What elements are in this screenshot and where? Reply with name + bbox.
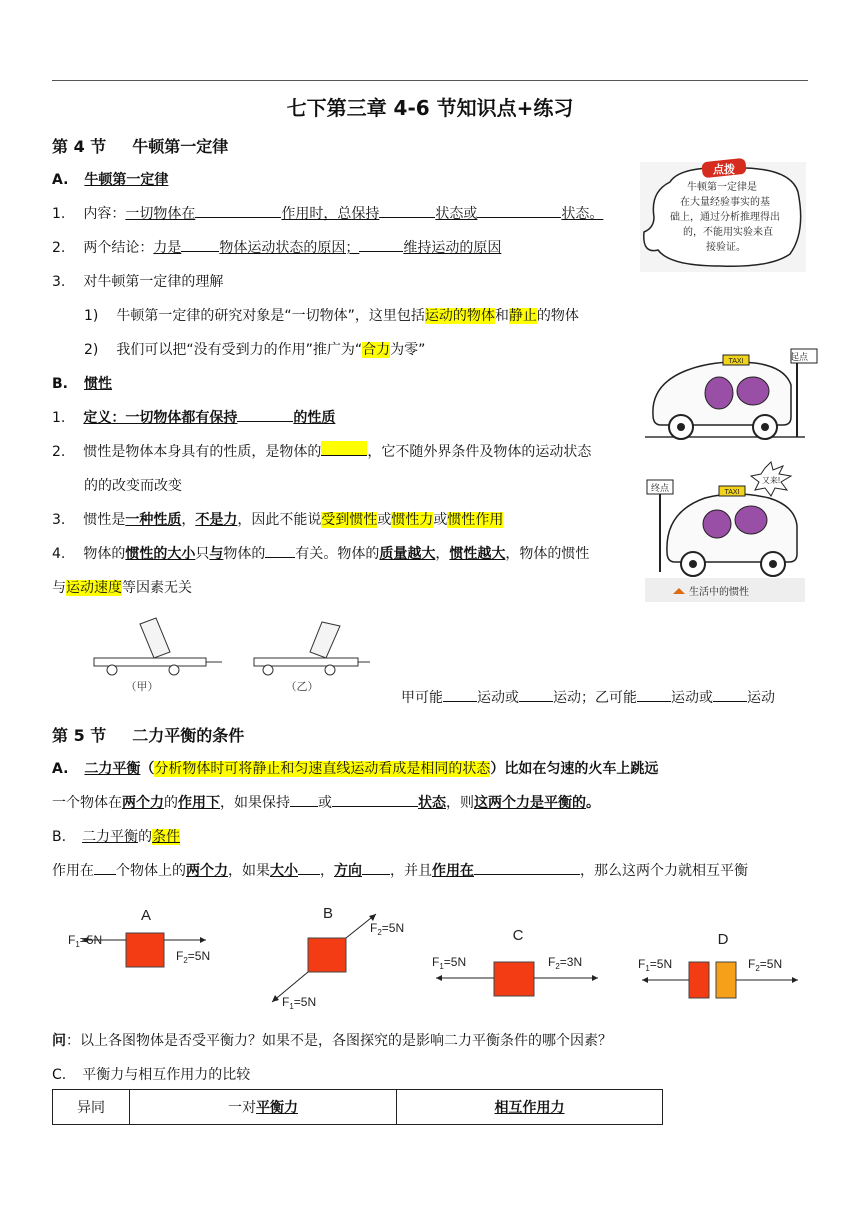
c-e: 大小 — [270, 863, 298, 879]
diagram-B-block — [308, 938, 346, 972]
q-e: 运动 — [747, 690, 775, 706]
s5-A-highlight: 分析物体时可将静止和匀速直线运动看成是相同的状态 — [154, 761, 491, 777]
question-label: 问 — [52, 1033, 66, 1049]
s1-c: 和 — [494, 308, 509, 324]
s4-B-heading — [52, 373, 112, 393]
s5-A-paren-close: ）比如在匀速的火车上跳远 — [490, 761, 659, 777]
s4-B-2-cont: 的的改变而改变 — [84, 478, 182, 494]
b1-b: ：一切物体都有保持 — [111, 410, 238, 426]
s5-condition — [52, 860, 748, 880]
s4-line-2 — [52, 237, 501, 257]
blank-14[interactable] — [332, 792, 418, 807]
force-diagram-D — [636, 922, 806, 1002]
b2-num: 2. — [52, 444, 66, 460]
blank-17[interactable] — [362, 860, 390, 875]
section-4-heading — [52, 134, 228, 157]
s1-a: 牛顿第一定律的研究对象是“一切物体”，这里包括 — [116, 308, 425, 324]
cart-question — [401, 687, 775, 707]
c-h: ，并且 — [390, 863, 432, 879]
s2-a: 我们可以把“没有受到力的作用”推广为“ — [116, 342, 363, 358]
c-j: ，那么这两个力就相互平衡 — [580, 863, 748, 879]
table-header-diff: 异同 — [53, 1090, 130, 1125]
p-c: 的 — [164, 795, 178, 811]
table-header-balanced — [130, 1090, 397, 1125]
s1-num: 1) — [84, 308, 99, 324]
diagram-A-block — [126, 933, 164, 967]
b3-g: 或 — [377, 512, 392, 528]
s4-line-3 — [52, 271, 223, 291]
svg-text:F2=5N: $F_2=5N$ — [748, 957, 783, 973]
s5-C-mark: C. — [52, 1067, 67, 1083]
s1-d: 静止 — [508, 308, 537, 324]
force-diagram-B — [258, 902, 418, 1010]
blank-11[interactable] — [637, 687, 671, 702]
s4-B-mark: B. — [52, 376, 68, 392]
s5-A-heading — [52, 758, 658, 778]
s2-num: 2) — [84, 342, 99, 358]
svg-text:F2=5N: $F_2=5N$ — [176, 949, 211, 965]
diagram-B-label: B — [322, 905, 334, 922]
b3-a: 惯性是 — [83, 512, 126, 528]
b4-a: 物体的 — [83, 546, 126, 562]
s5-question — [52, 1030, 612, 1050]
note-line-4: 的，不能用实验来直 — [683, 227, 773, 238]
l1-c: 作用时，总保持 — [281, 206, 380, 222]
p-g: 状态 — [418, 795, 446, 811]
c-d: ，如果 — [228, 863, 270, 879]
question-text: ：以上各图物体是否受平衡力？如果不是，各图探究的是影响二力平衡条件的哪个因素？ — [66, 1033, 612, 1049]
s5-B-mark: B. — [52, 829, 67, 845]
l2-num: 2. — [52, 240, 66, 256]
s5-B-heading — [52, 826, 180, 846]
blank-5[interactable] — [359, 237, 403, 252]
s4-B-4 — [52, 543, 589, 563]
q-a: 甲可能 — [401, 690, 443, 706]
taxi-label-1: TAXI — [728, 358, 744, 365]
blank-13[interactable] — [290, 792, 318, 807]
s2-b: 合力 — [362, 342, 391, 358]
section-5-title: 二力平衡的条件 — [132, 726, 245, 745]
l3-num: 3. — [52, 274, 66, 290]
b1-c: 的性质 — [293, 410, 336, 426]
table-header-interaction: 相互作用力 — [397, 1090, 663, 1125]
l2-b: 力是 — [153, 240, 182, 256]
svg-text:F1=5N: $F_1=5N$ — [68, 933, 103, 949]
s4-sub-2 — [84, 339, 425, 359]
b3-f: 受到惯性 — [321, 512, 378, 528]
b3-e: ，因此不能说 — [237, 512, 322, 528]
blank-1[interactable] — [195, 203, 281, 218]
blank-8[interactable] — [265, 543, 295, 558]
page-title: 七下第三章 4-6 节知识点+练习 — [286, 96, 574, 120]
blank-10[interactable] — [519, 687, 553, 702]
diagram-D-block-right — [716, 962, 736, 998]
taxi-label-2: TAXI — [724, 489, 740, 496]
q-c: 运动；乙可能 — [553, 690, 637, 706]
blank-12[interactable] — [713, 687, 747, 702]
taxi-caption: 生活中的惯性 — [689, 587, 749, 598]
svg-text:F2=5N: $F_2=5N$ — [370, 921, 405, 937]
p-e: ，如果保持 — [220, 795, 290, 811]
table-header-balanced-prefix: 一对 — [228, 1100, 256, 1116]
p-f: 或 — [318, 795, 332, 811]
diagram-D-label: D — [717, 931, 729, 948]
blank-6[interactable] — [237, 407, 293, 422]
l1-e: 状态。 — [561, 206, 604, 222]
taxi-stop-illustration — [645, 462, 805, 602]
table-header-balanced-term: 平衡力 — [256, 1100, 298, 1116]
s5-B-a: 二力平衡 — [82, 829, 139, 845]
comparison-table — [52, 1089, 663, 1125]
l1-d: 状态或 — [435, 206, 478, 222]
diagram-A-label: A — [140, 907, 152, 924]
svg-text:F1=5N: $F_1=5N$ — [432, 955, 467, 971]
blank-18[interactable] — [474, 860, 580, 875]
b4-h: ， — [435, 546, 450, 562]
s4-A-title: 牛顿第一定律 — [84, 172, 169, 188]
p-a: 一个物体在 — [52, 795, 122, 811]
s4-A-mark: A. — [52, 172, 69, 188]
b4-e: 物体的 — [223, 546, 266, 562]
b2-a: 惯性是物体本身具有的性质，是物体的 — [83, 444, 322, 460]
section-5-number: 第 5 节 — [52, 726, 107, 745]
s5-C-heading — [52, 1064, 250, 1084]
carts-illustration — [90, 612, 372, 696]
b4-g: 质量越大 — [379, 546, 436, 562]
b4-k: 与 — [52, 580, 66, 596]
b3-i: 或 — [433, 512, 448, 528]
l1-a: 内容： — [83, 206, 126, 222]
svg-text:F1=5N: $F_1=5N$ — [282, 995, 317, 1011]
blank-7[interactable] — [321, 441, 367, 456]
s5-A-para — [52, 792, 600, 812]
s5-A-paren-open: （ — [140, 761, 155, 777]
s5-A-title: 二力平衡 — [84, 761, 141, 777]
l1-b: 一切物体在 — [125, 206, 196, 222]
block-jia — [140, 618, 170, 658]
b4-c: 只 — [195, 546, 210, 562]
p-h: ，则 — [446, 795, 474, 811]
b4-d: 与 — [209, 546, 224, 562]
note-badge-text: 点拨 — [713, 164, 735, 176]
end-sign-text: 终点 — [650, 483, 670, 493]
section-5-heading — [52, 723, 244, 746]
b3-c: ， — [181, 512, 196, 528]
svg-text:F1=5N: $F_1=5N$ — [638, 957, 673, 973]
p-b: 两个力 — [122, 795, 164, 811]
s4-B-2 — [52, 441, 591, 461]
note-line-1: 牛顿第一定律是 — [687, 182, 757, 193]
diagram-C-block — [494, 962, 534, 996]
b1-num: 1. — [52, 410, 66, 426]
block-yi — [310, 622, 340, 658]
q-d: 运动或 — [671, 690, 713, 706]
blank-2[interactable] — [379, 203, 435, 218]
l2-a: 两个结论： — [83, 240, 154, 256]
c-f: ， — [320, 863, 334, 879]
b4-m: 等因素无关 — [122, 580, 192, 596]
s4-B-title: 惯性 — [84, 376, 112, 392]
s4-A-heading — [52, 169, 168, 189]
b4-f: 有关。物体的 — [295, 546, 380, 562]
cart-jia-label: （甲） — [125, 681, 159, 693]
tip-note-illustration — [640, 162, 806, 272]
c-a: 作用在 — [52, 863, 94, 879]
s5-B-c: 条件 — [152, 829, 181, 845]
force-diagram-A — [60, 900, 220, 1000]
s5-B-b: 的 — [138, 829, 153, 845]
b3-b: 一种性质 — [125, 512, 182, 528]
s4-line-1 — [52, 203, 603, 223]
taxi-shout: 又来! — [761, 476, 781, 485]
diagram-D-block-left — [689, 962, 709, 998]
table-row — [53, 1090, 663, 1125]
start-sign-text: 起点 — [789, 352, 809, 362]
force-diagram-C — [428, 922, 608, 1002]
s1-b: 运动的物体 — [424, 308, 495, 324]
p-j: 。 — [586, 795, 600, 811]
note-line-5: 接验证。 — [706, 242, 746, 253]
q-b: 运动或 — [477, 690, 519, 706]
s5-A-mark: A. — [52, 761, 69, 777]
p-i: 这两个力是平衡的 — [474, 795, 586, 811]
b4-j: ，物体的惯性 — [505, 546, 590, 562]
b4-b: 惯性的大小 — [125, 546, 196, 562]
l2-c: 物体运动状态的原因； — [219, 240, 360, 256]
section-4-title: 牛顿第一定律 — [132, 137, 229, 156]
s5-C-text: 平衡力与相互作用力的比较 — [82, 1067, 251, 1083]
blank-15[interactable] — [94, 860, 116, 875]
b3-d: 不是力 — [195, 512, 238, 528]
l1-num: 1. — [52, 206, 66, 222]
l3-text: 对牛顿第一定律的理解 — [83, 274, 224, 290]
l2-d: 维持运动的原因 — [403, 240, 502, 256]
s4-B-3 — [52, 509, 503, 529]
blank-16[interactable] — [298, 860, 320, 875]
s2-c: 为零” — [390, 342, 426, 358]
blank-9[interactable] — [443, 687, 477, 702]
p-d: 作用下 — [178, 795, 220, 811]
blank-3[interactable] — [477, 203, 561, 218]
b4-l: 运动速度 — [66, 580, 122, 596]
cart-yi-label: （乙） — [285, 681, 319, 693]
taxi-start-illustration — [645, 345, 809, 443]
s1-e: 的物体 — [536, 308, 579, 324]
b3-h: 惯性力 — [391, 512, 434, 528]
c-c: 两个力 — [186, 863, 228, 879]
b3-j: 惯性作用 — [447, 512, 504, 528]
b3-num: 3. — [52, 512, 66, 528]
c-g: 方向 — [334, 863, 362, 879]
blank-4[interactable] — [181, 237, 219, 252]
b2-b: ，它不随外界条件及物体的运动状态 — [367, 444, 592, 460]
svg-text:F2=3N: $F_2=3N$ — [548, 955, 583, 971]
b4-i: 惯性越大 — [449, 546, 506, 562]
c-i: 作用在 — [432, 863, 474, 879]
s4-B-4-cont — [52, 577, 192, 597]
top-rule — [52, 80, 808, 81]
diagram-C-label: C — [512, 927, 524, 944]
note-line-2: 在大量经验事实的基 — [680, 197, 770, 208]
s4-sub-1 — [84, 305, 579, 325]
b1-a: 定义 — [83, 410, 112, 426]
c-b: 个物体上的 — [116, 863, 186, 879]
section-4-number: 第 4 节 — [52, 137, 107, 156]
b4-num: 4. — [52, 546, 66, 562]
note-line-3: 础上，通过分析推理得出 — [670, 212, 780, 223]
s4-B-1 — [52, 407, 335, 427]
